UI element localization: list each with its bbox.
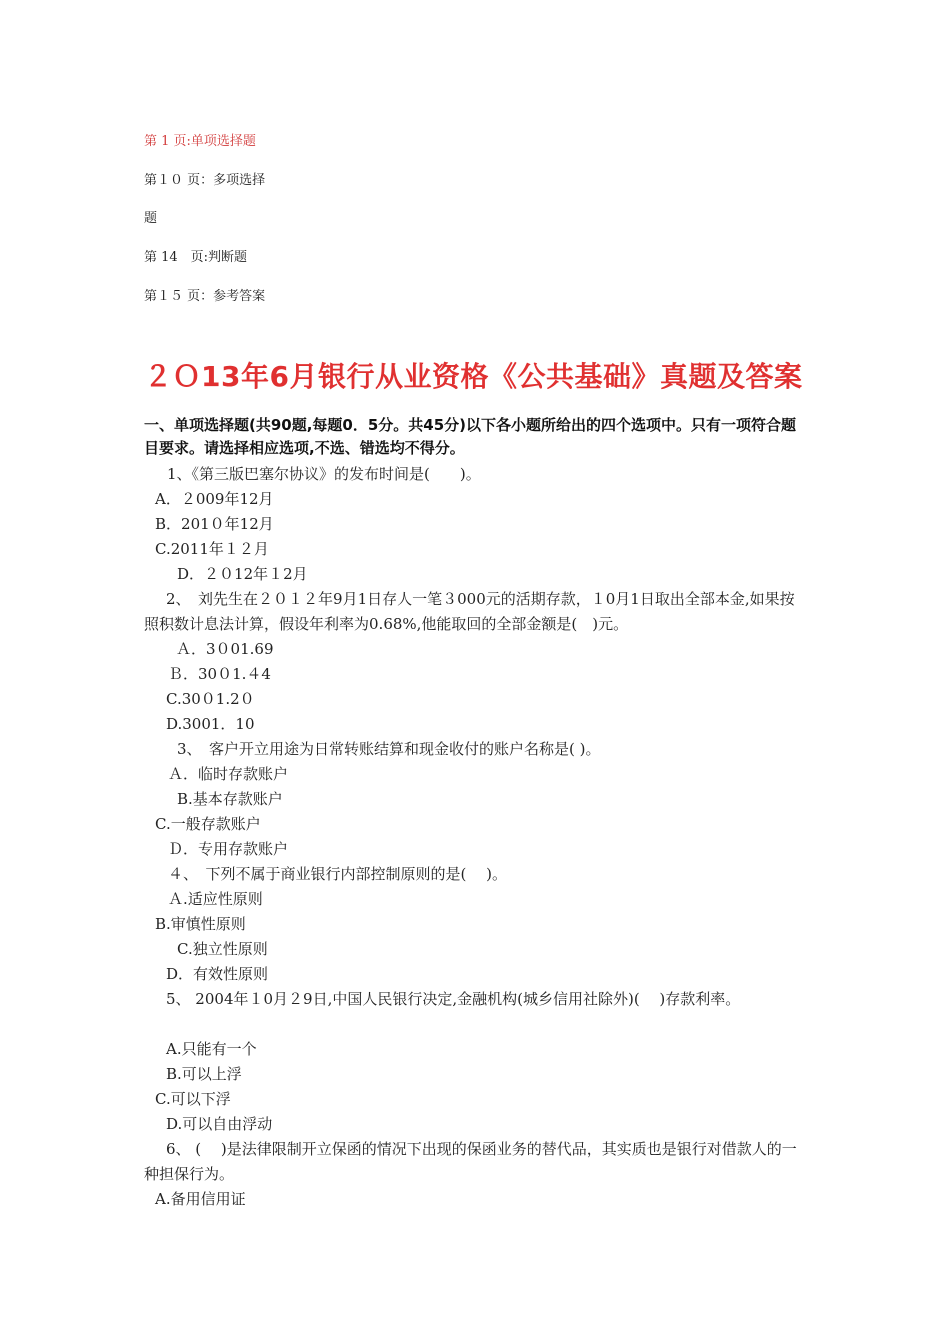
question-4-option-a: Ａ.适应性原则 (168, 890, 263, 908)
page-title: ２Ｏ13年6月银行从业资格《公共基础》真题及答案 (144, 360, 803, 393)
question-5-option-d: D.可以自由浮动 (166, 1115, 273, 1133)
question-2-option-b: Ｂ．30０1.４4 (168, 665, 271, 683)
section-intro: 一、单项选择题(共90题,每题0．5分。共45分)以下各小题所给出的四个选项中。只有一项符合题目要求。请选择相应选项,不选、错选均不得分。 (144, 416, 797, 457)
question-3-option-c: C.一般存款账户 (155, 815, 261, 833)
question-1-option-c: C.2011年１２月 (155, 540, 269, 558)
question-1-stem: 1、《第三版巴塞尔协议》的发布时间是( )。 (167, 465, 481, 483)
toc-item-answers[interactable]: 第１５ 页：参考答案 (144, 289, 266, 304)
question-5-option-c: C.可以下浮 (155, 1090, 231, 1108)
question-4-option-b: B.审慎性原则 (155, 915, 246, 933)
question-6-stem: 6、 ( )是法律限制开立保函的情况下出现的保函业务的替代品，其实质也是银行对借款人的一种担保行为。 (144, 1140, 797, 1183)
question-3-option-a: Ａ．临时存款账户 (168, 765, 289, 783)
question-4-option-d: D．有效性原则 (166, 965, 269, 983)
question-5-option-a: A.只能有一个 (166, 1040, 257, 1058)
toc-item-multiple-choice[interactable]: 第１０ 页：多项选择 (144, 173, 266, 188)
question-3-option-d: Ｄ．专用存款账户 (168, 840, 289, 858)
question-1-option-a: A．２009年12月 (155, 490, 274, 508)
toc-item-multiple-choice-cont[interactable]: 题 (144, 211, 158, 226)
question-5-stem: 5、 2004年１0月２9日,中国人民银行决定,金融机构(城乡信用社除外)( )存款利率。 (166, 990, 741, 1008)
question-3-option-b: B.基本存款账户 (177, 790, 283, 808)
question-6-option-a: A.备用信用证 (155, 1190, 246, 1208)
question-3-stem: 3、 客户开立用途为日常转账结算和现金收付的账户名称是( )。 (177, 740, 601, 758)
question-1-option-b: B．201０年12月 (155, 515, 274, 533)
toc-item-single-choice[interactable]: 第 1 页:单项选择题 (144, 134, 256, 149)
question-1-option-d: D．２０12年１2月 (177, 565, 308, 583)
question-2-option-a: Ａ．3０01.69 (176, 640, 274, 658)
question-4-option-c: C.独立性原则 (177, 940, 268, 958)
question-5-option-b: B.可以上浮 (166, 1065, 242, 1083)
question-4-stem: ４、 下列不属于商业银行内部控制原则的是( )。 (168, 865, 507, 883)
question-2-option-d: D.3001．10 (166, 715, 255, 733)
question-2-option-c: C.30０1.2０ (166, 690, 255, 708)
question-2-stem: 2、 刘先生在２０１２年9月1日存人一笔３000元的活期存款，１0月1日取出全部本金,如果按照积数计息法计算，假设年利率为0.68%,他能取回的全部金额是( )元。 (144, 590, 795, 633)
toc-item-judgment[interactable]: 第 14 页:判断题 (144, 250, 248, 265)
